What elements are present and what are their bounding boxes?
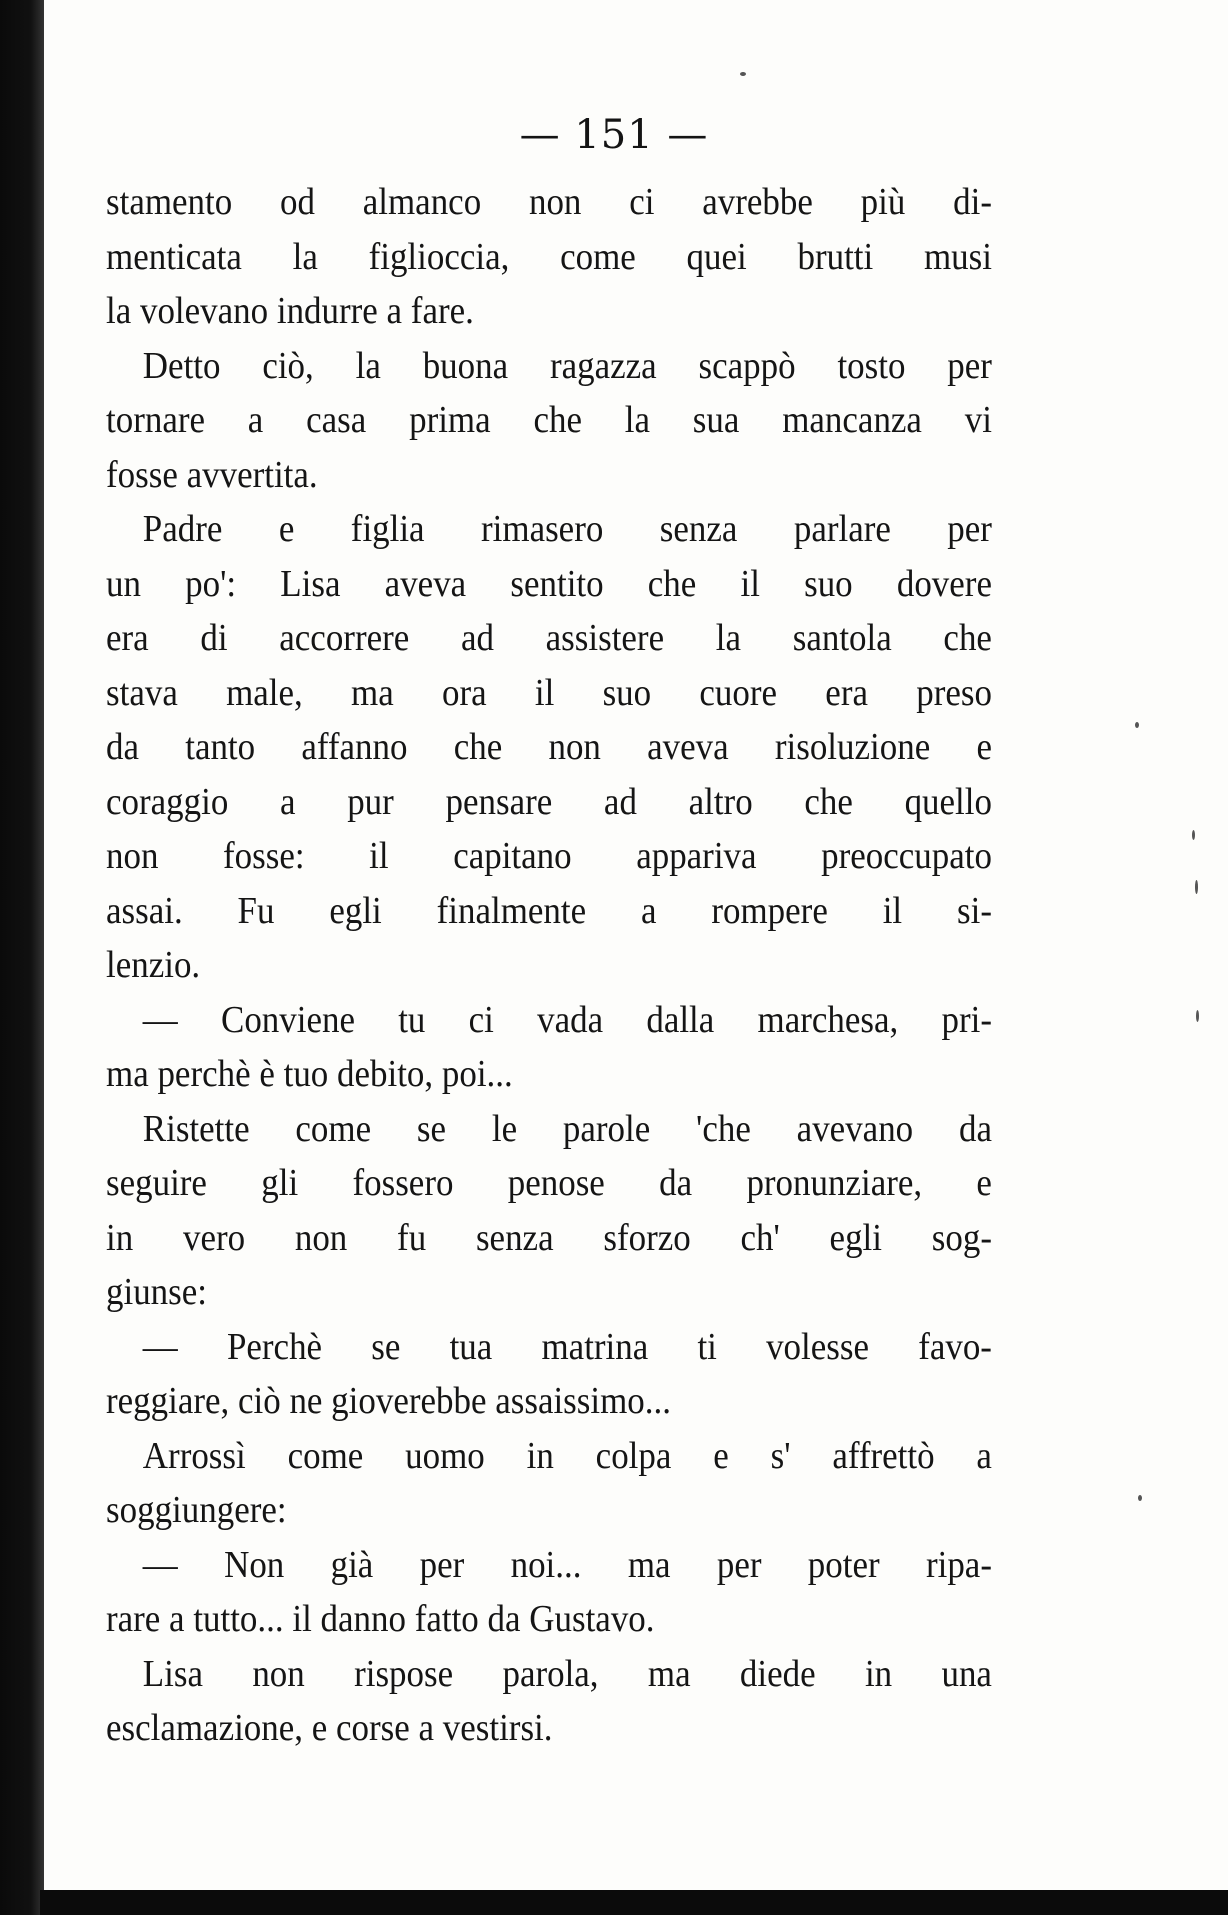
text-line: soggiungere: [106,1489,287,1531]
scan-speck [1195,880,1198,894]
page-bottom-edge [40,1890,1228,1915]
text-line: menticata la figlioccia, come quei brutti musi [106,235,992,278]
text-line: tornare a casa prima che la sua mancanza vi [106,399,992,441]
body-text [106,175,992,1756]
text-line: — Perchè se tua matrina ti volesse favo- [142,1325,992,1368]
scan-speck [740,72,746,76]
text-line: un po': Lisa aveva sentito che il suo dovere [106,562,992,605]
text-line: Padre e figlia rimasero senza parlare per [142,508,992,550]
text-line: non fosse: il capitano appariva preoccupato [106,835,992,877]
text-line: assai. Fu egli finalmente a rompere il si- [106,889,992,932]
text-line: Arrossì come uomo in colpa e s' affrettò a [142,1434,992,1477]
scan-speck [1135,722,1139,728]
binding-shadow [0,0,44,1915]
text-line: ma perchè è tuo debito, poi... [106,1053,513,1095]
text-line: la volevano indurre a fare. [106,290,474,332]
scan-speck [1192,830,1195,840]
text-line: stamento od almanco non ci avrebbe più di- [106,181,992,223]
scan-speck [1138,1495,1142,1501]
text-line: lenzio. [106,944,201,986]
text-line: Lisa non rispose parola, ma diede in una [142,1652,992,1695]
text-line: Ristette come se le parole 'che avevano da [142,1107,992,1150]
text-line: rare a tutto... il danno fatto da Gustavo. [106,1598,655,1640]
text-line: seguire gli fossero penose da pronunziare, e [106,1162,992,1204]
text-line: stava male, ma ora il suo cuore era preso [106,671,992,714]
text-line: reggiare, ciò ne gioverebbe assaissimo... [106,1380,671,1422]
text-line: da tanto affanno che non aveva risoluzione e [106,726,992,768]
text-line: — Conviene tu ci vada dalla marchesa, pri- [142,998,992,1041]
text-line: fosse avvertita. [106,453,318,496]
page-number: — 151 — [519,112,709,158]
text-line: giunse: [106,1271,207,1313]
text-line: — Non già per noi... ma per poter ripa- [142,1543,992,1586]
text-line: coraggio a pur pensare ad altro che quello [106,780,992,823]
text-line: era di accorrere ad assistere la santola che [106,617,992,659]
scan-speck [1196,1010,1199,1022]
text-line: in vero non fu senza sforzo ch' egli sog- [106,1216,992,1259]
text-line: esclamazione, e corse a vestirsi. [106,1707,553,1749]
text-line: Detto ciò, la buona ragazza scappò tosto per [142,344,992,387]
